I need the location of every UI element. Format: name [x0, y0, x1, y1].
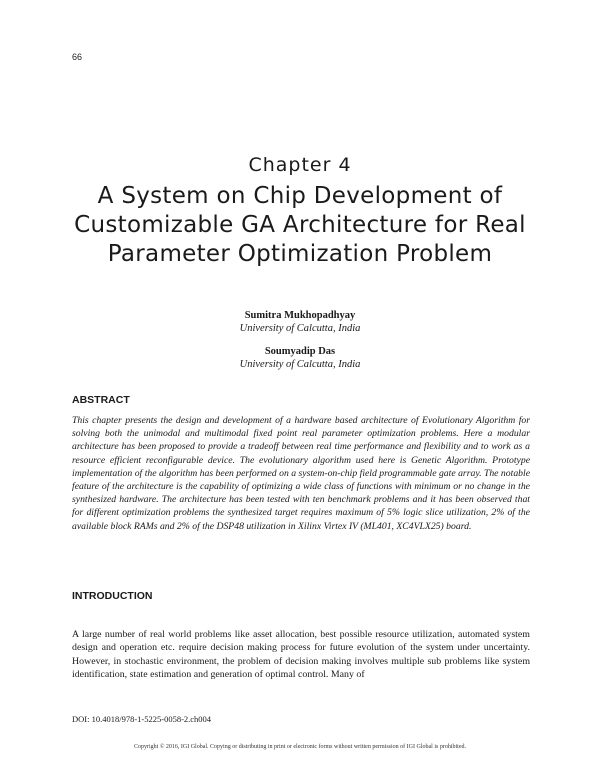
chapter-label: Chapter 4: [248, 154, 352, 176]
copyright-notice: Copyright © 2016, IGI Global. Copying or distributing in print or electronic forms without written permission of IGI Global is prohibited.: [133, 744, 466, 750]
author-name: Sumitra Mukhopadhyay: [244, 310, 356, 321]
introduction-text: A large number of real world problems like asset allocation, best possible resource utilization, automated system design and operation etc. require decision making process for future evolution of the system under uncertainty. However, in stochastic environment, the problem of decision making involves multiple sub problems like system identification, state estimation and generation of optimal control. Many of: [72, 629, 530, 681]
author-block: [0, 309, 600, 335]
doi-line: DOI: 10.4018/978-1-5225-0058-2.ch004: [72, 714, 212, 724]
author-affiliation: University of Calcutta, India: [239, 359, 361, 370]
abstract-text: This chapter presents the design and development of a hardware based architecture of Evolutionary Algorithm for solving both the unimodal and multimodal fixed point real parameter optimization problems. Here a modular architecture has been proposed to provide a tradeoff between real time performance and flexibility and to work as a resource efficient reconfigurable device. The evolutionary algorithm used here is Genetic Algorithm. Prototype implementation of the algorithm has been performed on a system-on-chip field programmable gate array. The notable feature of the architecture is the capability of optimizing a wide class of functions with minimum or no change in the synthesized hardware. The architecture has been tested with ten benchmark problems and it has been observed that for different optimization problems the synthesized target requires maximum of 5% logic slice utilization, 2% of the available block RAMs and 2% of the DSP48 utilization in Xilinx Virtex IV (ML401, XC4VLX25) board.: [72, 415, 530, 532]
author-name: Soumyadip Das: [264, 346, 336, 357]
abstract-heading: ABSTRACT: [72, 394, 130, 406]
introduction-heading: INTRODUCTION: [72, 590, 153, 602]
chapter-title: A System on Chip Development of Customizable GA Architecture for Real Parameter Optimization Problem: [74, 183, 526, 267]
author-affiliation: University of Calcutta, India: [239, 323, 361, 334]
page-number: 66: [72, 52, 83, 62]
author-block: [0, 345, 600, 371]
